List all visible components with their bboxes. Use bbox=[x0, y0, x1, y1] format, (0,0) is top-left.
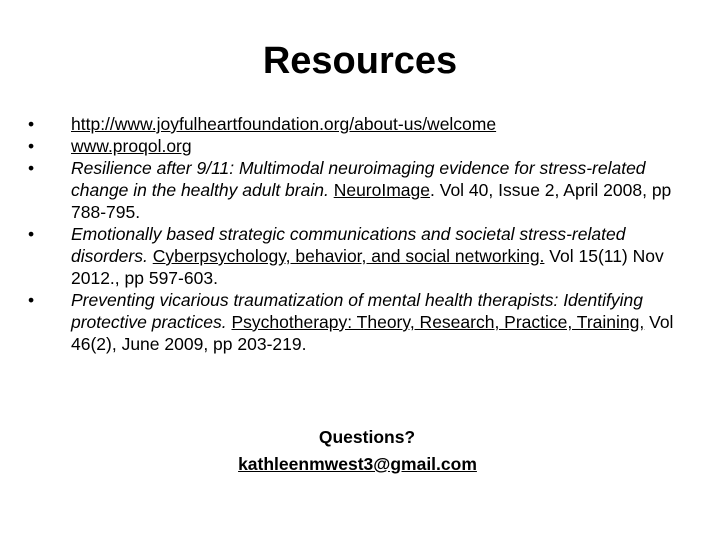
joyful-heart-link[interactable]: http://www.joyfulheartfoundation.org/about-us/welcome bbox=[71, 114, 497, 134]
citation-details: . Vol 40, Issue 2, April 2008, pp 788-795. bbox=[71, 180, 672, 222]
article-title: Preventing vicarious traumatization of mental health therapists: Identifying protective practices. bbox=[71, 290, 643, 332]
bullet-icon: • bbox=[28, 224, 35, 244]
resource-item bbox=[28, 113, 693, 135]
slide-title: Resources bbox=[262, 40, 458, 82]
journal-name: Cyberpsychology, behavior, and social networking. bbox=[152, 246, 545, 266]
bullet-icon: • bbox=[28, 290, 35, 310]
contact-email-link[interactable]: kathleenmwest3@gmail.com bbox=[238, 454, 477, 474]
journal-name: Psychotherapy: Theory, Research, Practice, Training, bbox=[231, 312, 645, 332]
proqol-link[interactable]: www.proqol.org bbox=[71, 136, 192, 156]
resource-item bbox=[28, 157, 693, 223]
citation-details: Vol 15(11) Nov 2012., pp 597-603. bbox=[71, 246, 664, 288]
article-title: Emotionally based strategic communications and societal stress-related disorders. bbox=[71, 224, 626, 266]
bullet-icon: • bbox=[28, 136, 35, 156]
questions-text: Questions? bbox=[318, 427, 416, 447]
bullet-icon: • bbox=[28, 114, 35, 134]
citation-details: Vol 46(2), June 2009, pp 203-219. bbox=[71, 312, 674, 354]
article-title: Resilience after 9/11: Multimodal neuroimaging evidence for stress-related change in the healthy adult brain. bbox=[71, 158, 646, 200]
journal-name: NeuroImage bbox=[333, 180, 431, 200]
resource-item bbox=[28, 223, 693, 289]
resource-item bbox=[28, 289, 693, 355]
resource-list bbox=[28, 113, 693, 355]
resource-item bbox=[28, 135, 693, 157]
bullet-icon: • bbox=[28, 158, 35, 178]
